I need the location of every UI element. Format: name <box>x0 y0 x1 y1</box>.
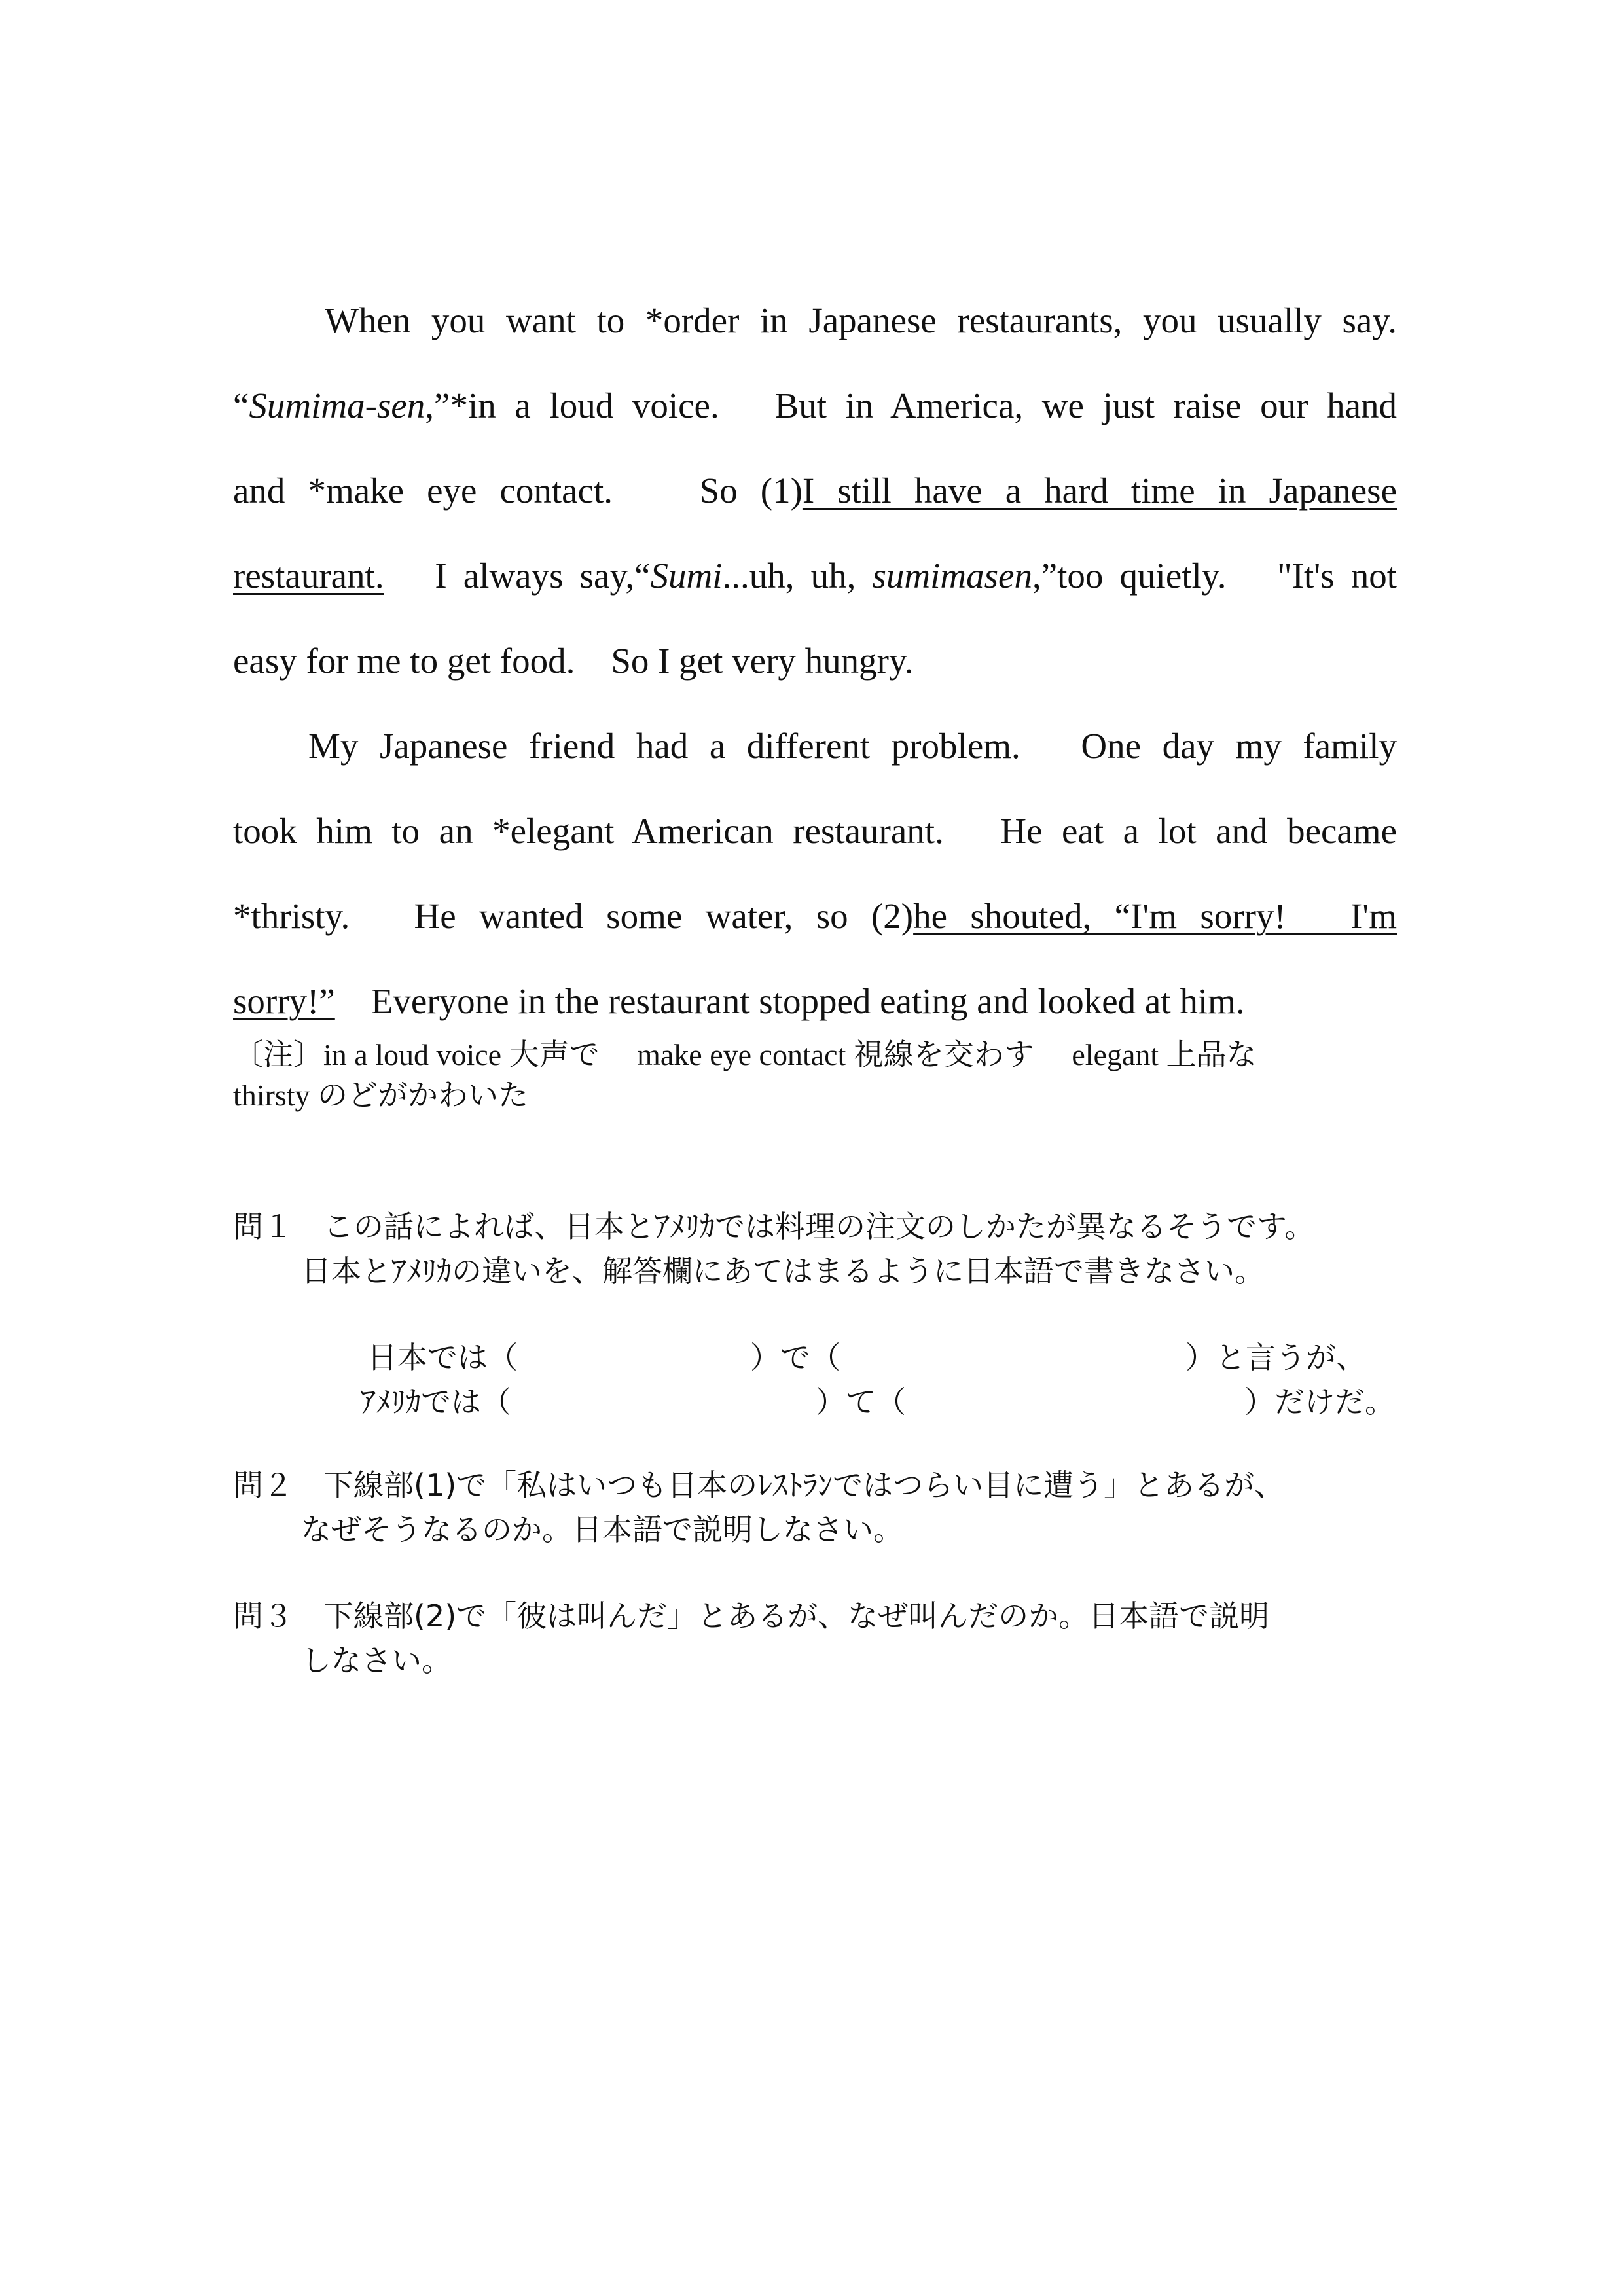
passage-p1-line4: restaurant. I always say,“Sumi...uh, uh, sumimasen,”too quietly. "It's not <box>233 556 1397 596</box>
notes-line2: thirsty のどがかわいた <box>233 1079 529 1112</box>
q3-line2: しなさい。 <box>301 1643 452 1678</box>
underline-1-part1: I still have a hard time in Japanese <box>802 471 1397 511</box>
passage-p2-line1: My Japanese friend had a different problem. One day my family <box>308 726 1397 766</box>
answer-japan-end: ）と言うが、 <box>1185 1340 1366 1375</box>
q1-line1: 問１ この話によれば、日本とｱﾒﾘｶでは料理の注文のしかたが異なるそうです。 <box>233 1209 1315 1244</box>
italic-sumimasen: Sumima-sen <box>249 386 425 425</box>
underline-2-part2: sorry!” <box>233 981 335 1021</box>
passage-p2-line4: sorry!” Everyone in the restaurant stopped eating and looked at him. <box>233 981 1245 1021</box>
passage-p1-line5: easy for me to get food. So I get very hungry. <box>233 641 914 681</box>
answer-america-label: ｱﾒﾘｶでは（ <box>361 1384 511 1420</box>
passage-p1-line1: When you want to *order in Japanese restaurants, you usually say. <box>325 300 1397 340</box>
q2-line2: なぜそうなるのか。日本語で説明しなさい。 <box>301 1512 903 1547</box>
underline-1-part2: restaurant. <box>233 556 384 596</box>
answer-japan-label: 日本では（ <box>367 1340 518 1375</box>
passage-p1-line2: “Sumima-sen,”*in a loud voice. But in America, we just raise our hand <box>233 386 1397 425</box>
answer-america-mid: ）て（ <box>816 1384 906 1420</box>
q1-line2: 日本とｱﾒﾘｶの違いを、解答欄にあてはまるように日本語で書きなさい。 <box>301 1253 1265 1289</box>
q2-line1: 問２ 下線部(1)で「私はいつも日本のﾚｽﾄﾗﾝではつらい目に遭う」とあるが、 <box>233 1467 1285 1503</box>
passage-p2-line3: *thristy. He wanted some water, so (2)he shouted, “I'm sorry! I'm <box>233 896 1397 936</box>
underline-2-part1: he shouted, “I'm sorry! I'm <box>913 896 1397 936</box>
answer-america-end: ）だけだ。 <box>1244 1384 1395 1420</box>
passage-p1-line3: and *make eye contact. So (1)I still have a hard time in Japanese <box>233 471 1397 511</box>
passage-p2-line2: took him to an *elegant American restaurant. He eat a lot and became <box>233 811 1397 851</box>
answer-japan-mid: ）で（ <box>750 1340 840 1375</box>
q3-line1: 問３ 下線部(2)で「彼は叫んだ」とあるが、なぜ叫んだのか。日本語で説明 <box>233 1598 1270 1634</box>
notes-line1: 〔注〕in a loud voice 大声で make eye contact 視線を交わす elegant 上品な <box>233 1038 1257 1071</box>
